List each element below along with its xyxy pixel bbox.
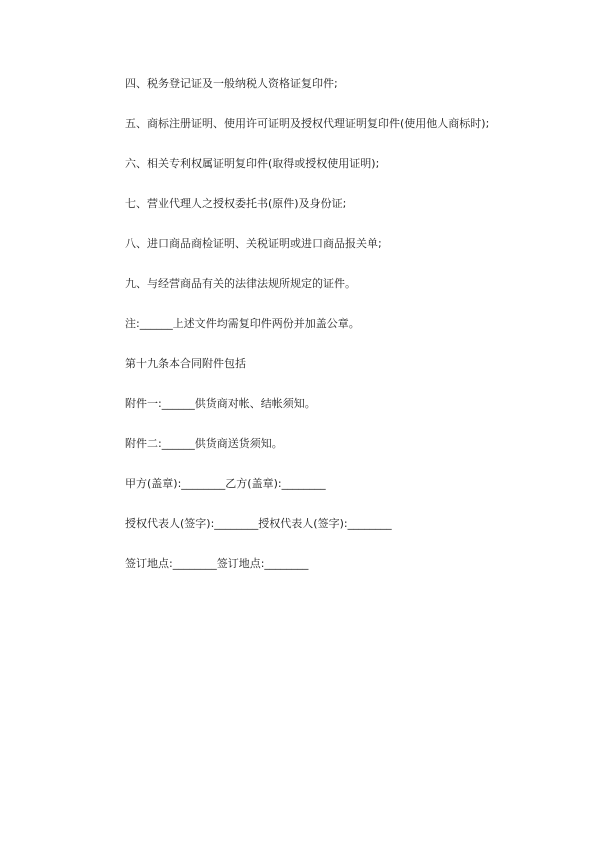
clause-item-4: 四、税务登记证及一般纳税人资格证复印件; bbox=[125, 77, 338, 90]
signing-location-line: 签订地点:________签订地点:________ bbox=[125, 557, 309, 570]
clause-item-6: 六、相关专利权属证明复印件(取得或授权使用证明); bbox=[125, 157, 380, 170]
clause-item-9: 九、与经营商品有关的法律法规所规定的证件。 bbox=[125, 277, 356, 290]
party-seal-line: 甲方(盖章):________乙方(盖章):________ bbox=[125, 477, 326, 490]
clause-item-8: 八、进口商品商检证明、关税证明或进口商品报关单; bbox=[125, 237, 382, 250]
attachment-2-line: 附件二:______供货商送货须知。 bbox=[125, 437, 283, 450]
clause-item-5: 五、商标注册证明、使用许可证明及授权代理证明复印件(使用他人商标时); bbox=[125, 117, 490, 130]
attachment-1-line: 附件一:______供货商对帐、结帐须知。 bbox=[125, 397, 316, 410]
article-heading: 第十九条本合同附件包括 bbox=[125, 357, 246, 370]
representative-signature-line: 授权代表人(签字):________授权代表人(签字):________ bbox=[125, 517, 392, 530]
note-line: 注:______上述文件均需复印件两份并加盖公章。 bbox=[125, 317, 360, 330]
clause-item-7: 七、营业代理人之授权委托书(原件)及身份证; bbox=[125, 197, 347, 210]
